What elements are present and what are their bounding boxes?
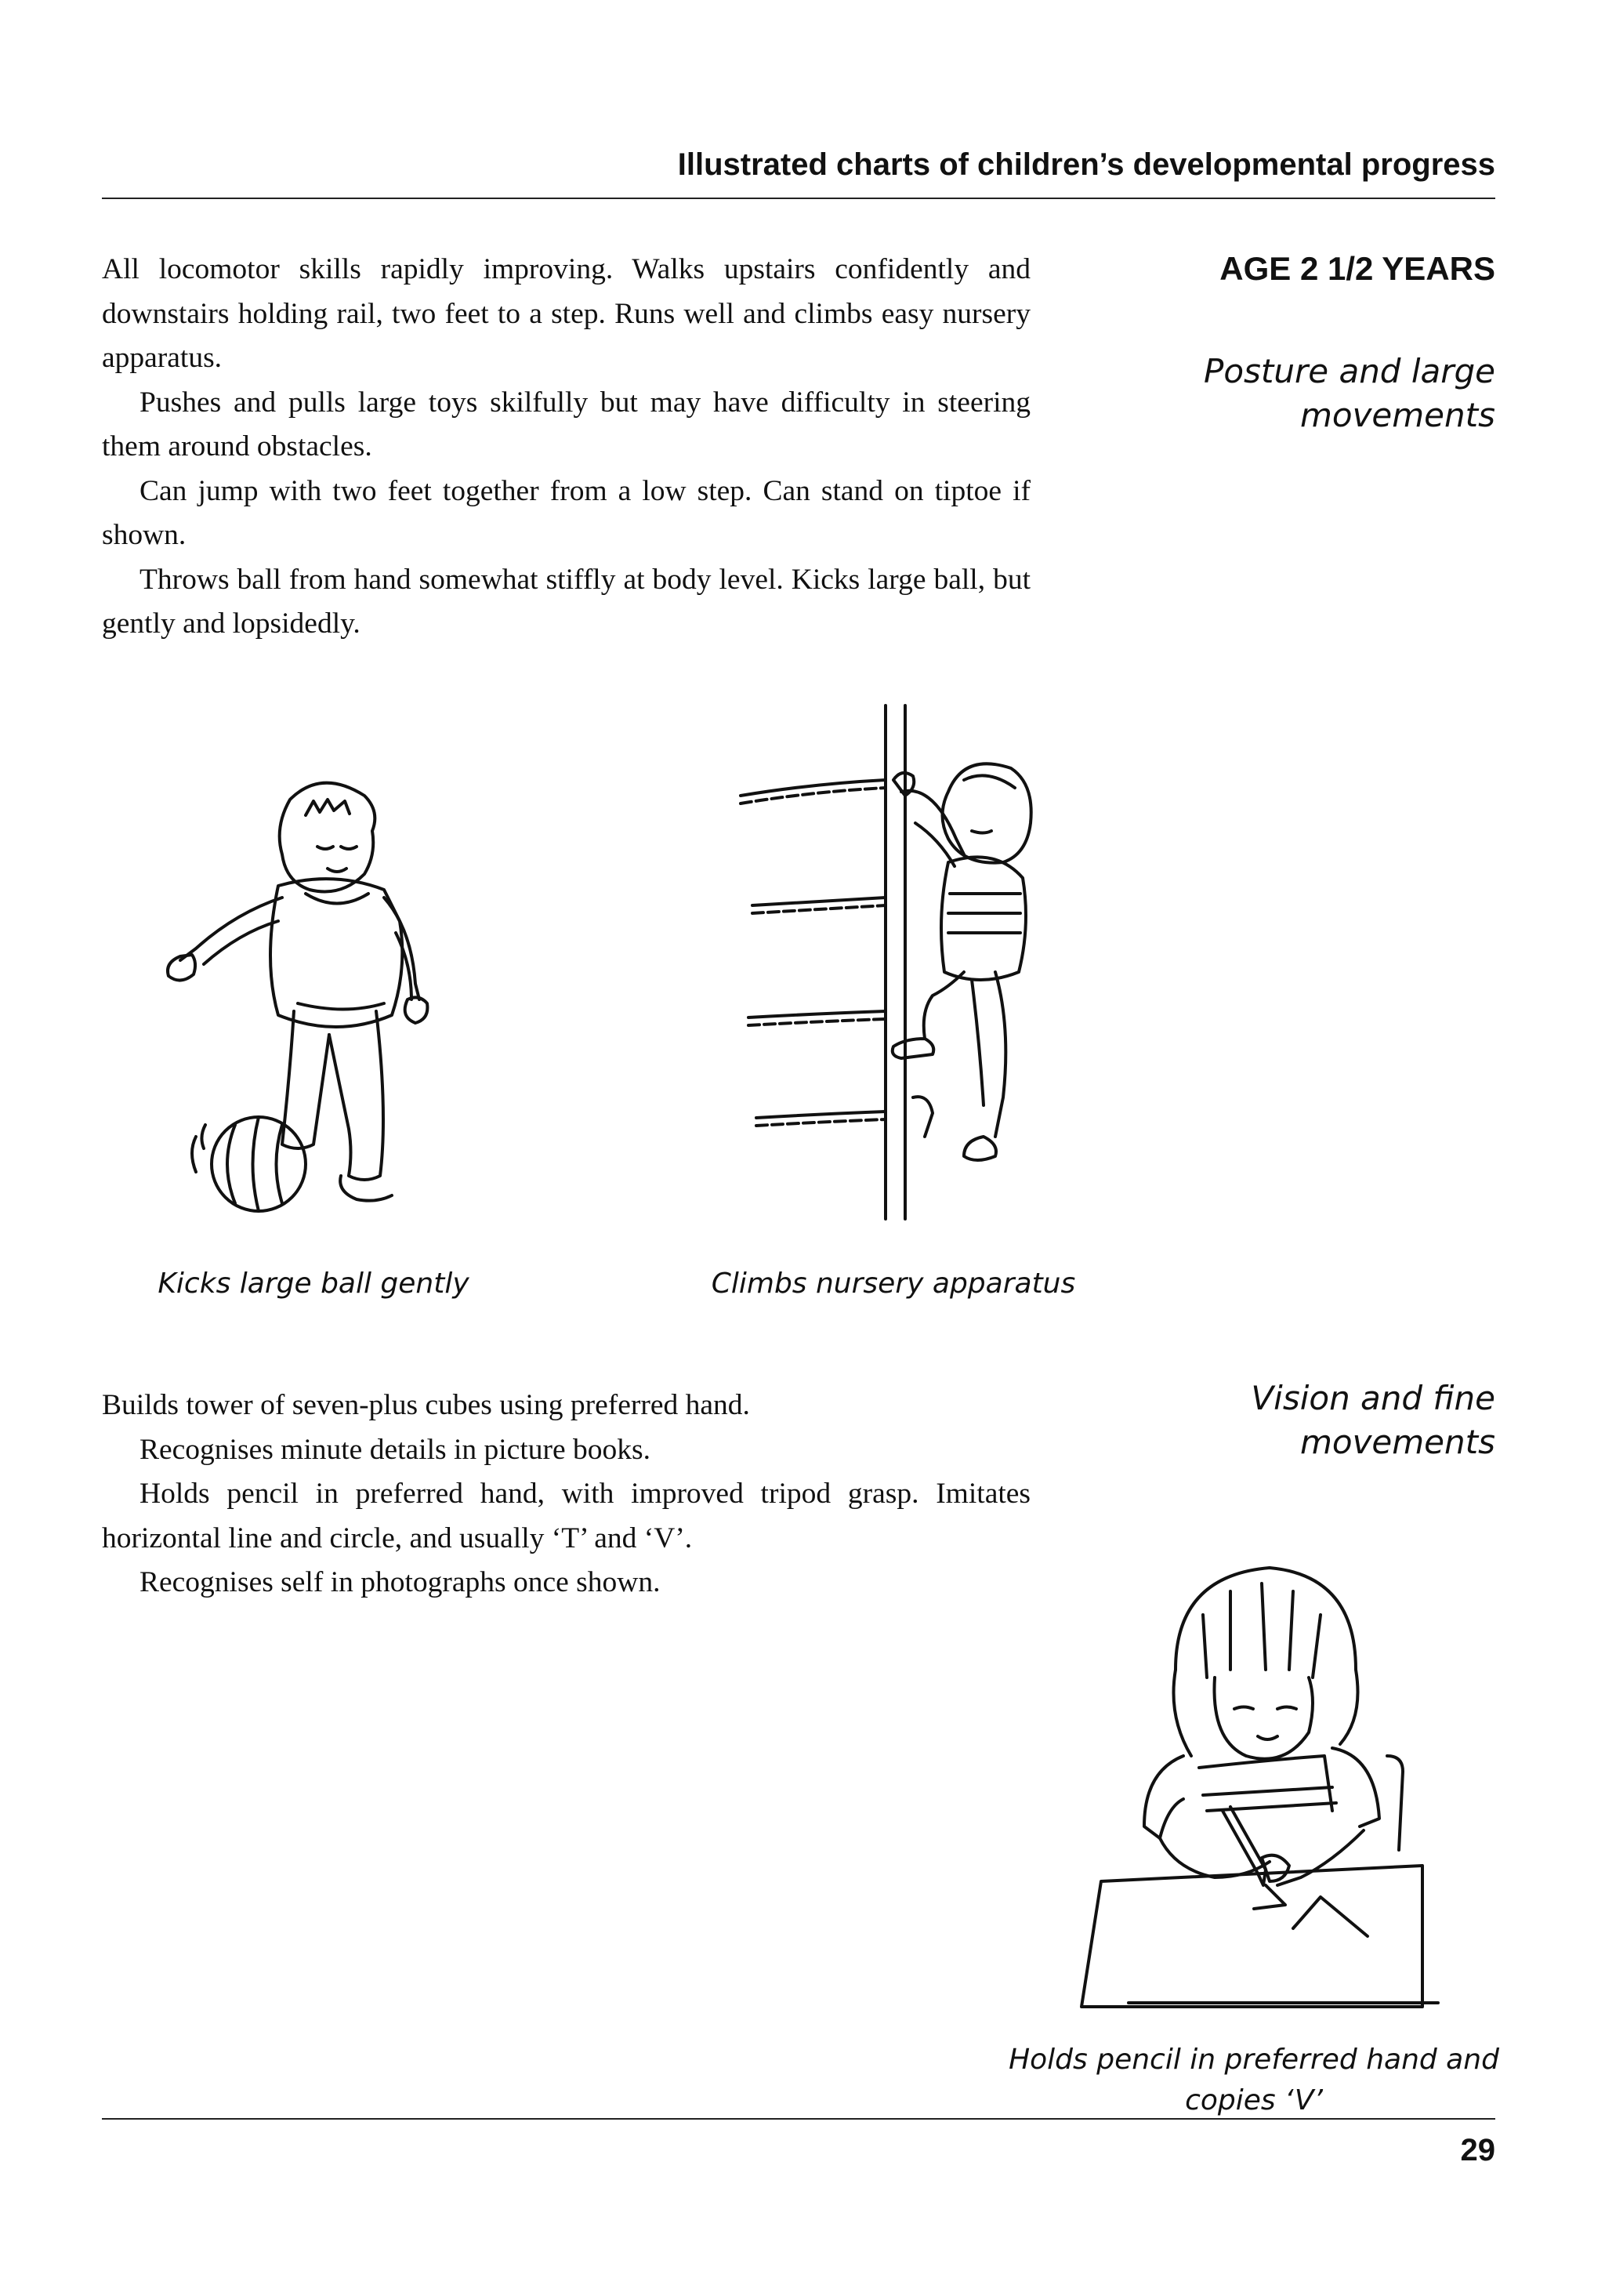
footer-rule bbox=[102, 2118, 1495, 2120]
paragraph: Can jump with two feet together from a low step. Can stand on tiptoe if shown. bbox=[102, 474, 1031, 551]
header-rule bbox=[102, 198, 1495, 199]
climb-caption: Climbs nursery apparatus bbox=[711, 1268, 1076, 1300]
vision-description bbox=[102, 1384, 1031, 1605]
age-heading: AGE 2 1/2 YEARS bbox=[1219, 250, 1495, 287]
drawing-caption: Holds pencil in preferred hand and copies ‘V’ bbox=[1009, 2044, 1499, 2116]
paragraph: Builds tower of seven-plus cubes using preferred hand. bbox=[102, 1389, 750, 1421]
paragraph: Recognises self in photographs once shown. bbox=[139, 1566, 661, 1598]
drawing-child-illustration bbox=[1066, 1560, 1458, 2015]
paragraph: Recognises minute details in picture books. bbox=[139, 1433, 650, 1466]
posture-section-heading: Posture and large movements bbox=[1204, 352, 1495, 434]
paragraph: Pushes and pulls large toys skilfully but may have difficulty in steering them around obstacles. bbox=[102, 386, 1031, 462]
climbing-child-illustration bbox=[737, 705, 1050, 1223]
kick-caption: Kicks large ball gently bbox=[158, 1268, 469, 1300]
posture-description bbox=[102, 248, 1031, 647]
vision-section-heading: Vision and fine movements bbox=[1251, 1379, 1495, 1461]
paragraph: Throws ball from hand somewhat stiffly at body level. Kicks large ball, but gently and lopsidedly. bbox=[102, 563, 1031, 640]
paragraph: All locomotor skills rapidly improving. Walks upstairs confidently and downstairs holding rail, two feet to a step. Runs well and climbs easy nursery apparatus. bbox=[102, 253, 1031, 374]
page-number: 29 bbox=[1460, 2133, 1495, 2167]
paragraph: Holds pencil in preferred hand, with improved tripod grasp. Imitates horizontal line and circle, and usually ‘T’ and ‘V’. bbox=[102, 1478, 1031, 1554]
kicking-child-illustration bbox=[149, 768, 509, 1239]
running-header: Illustrated charts of children’s developmental progress bbox=[677, 147, 1495, 182]
